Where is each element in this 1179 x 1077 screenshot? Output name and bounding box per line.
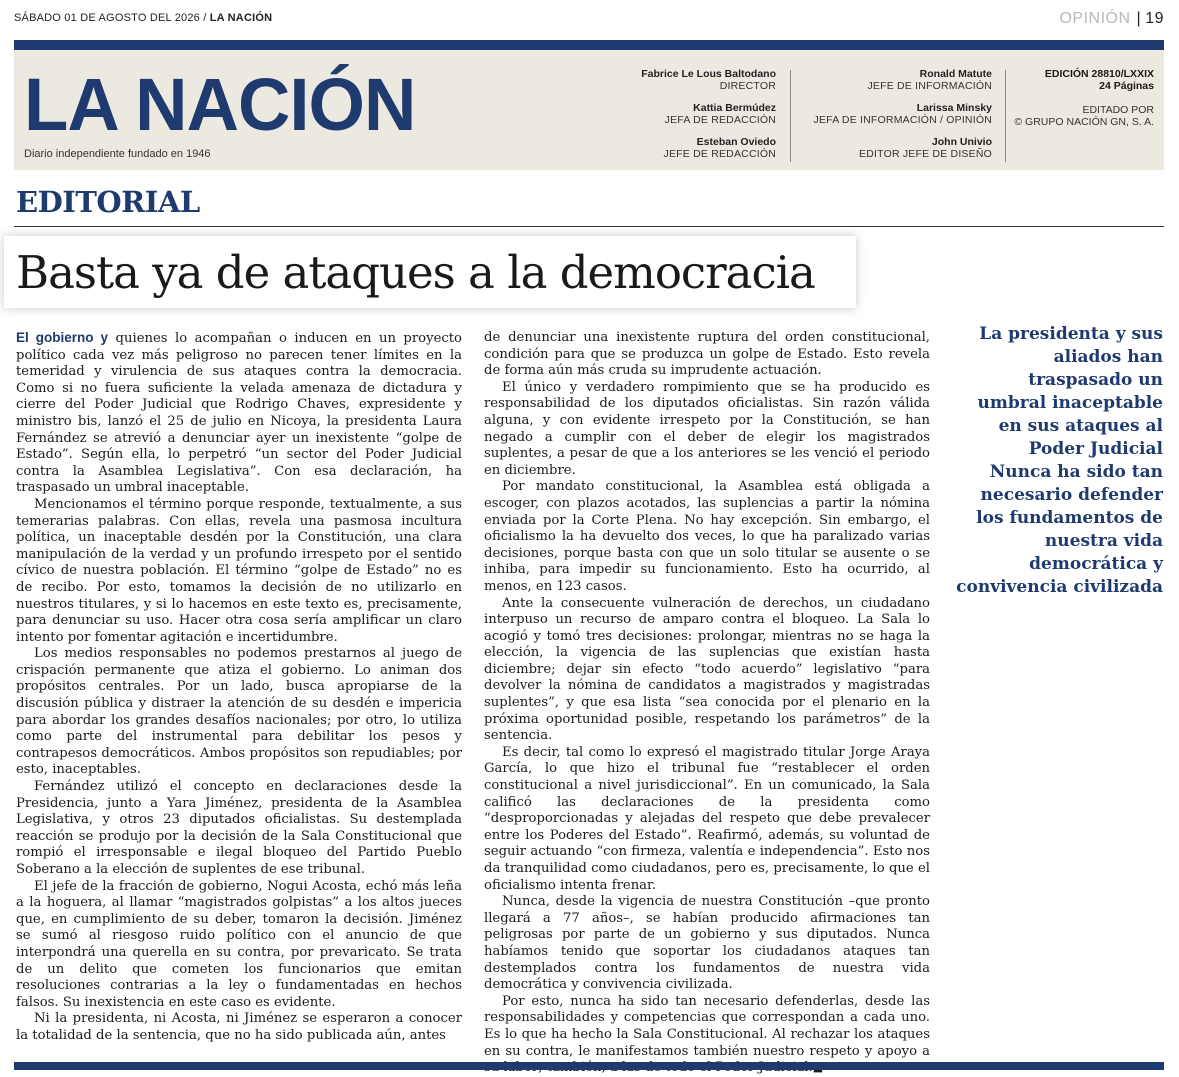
edited-by-label: EDITADO POR — [1082, 104, 1154, 116]
staff-name: Kattia Bermúdez — [693, 102, 776, 114]
paragraph: Mencionamos el término porque responde, textualmente, a sus temerarias palabras. Con ellas, revela una pasmosa incultura política, un inaceptable desdén por la Constitución, una clara manipulación de la verdad y un profundo irrespeto por el sentido cívico de nuestra población. El término “golpe de Estado” no es de recibo. Por esto, tomamos la decisión de no utilizarlo en nuestros titulares, y si lo hacemos en este texto es, precisamente, para denunciar su uso. Hacer otra cosa sería amplificar un claro intento por fomentar agitación e incertidumbre. — [16, 496, 462, 645]
article-column-1 — [16, 330, 462, 1045]
section-name: OPINIÓN — [1059, 10, 1131, 27]
date-text: SÁBADO 01 DE AGOSTO DEL 2026 / — [14, 12, 207, 24]
paragraph-text: Por esto, nunca ha sido tan necesario defenderlas, desde las responsabilidades y competencias que correspondan a cada uno. Es lo que ha hecho la Sala Constitucional. Al rechazar los ataques en su contra, le manifestamos también nuestro respeto y apoyo a — [484, 993, 930, 1059]
staff-column-2 — [804, 68, 992, 170]
section-separator: | — [1136, 10, 1142, 27]
bottom-rule — [14, 1062, 1164, 1070]
staff-role: DIRECTOR — [719, 80, 776, 92]
page-count: 24 Páginas — [1099, 80, 1154, 92]
paragraph — [16, 330, 462, 497]
page-number: 19 — [1145, 10, 1164, 27]
staff-name: Larissa Minsky — [916, 102, 992, 114]
kicker-rule — [14, 226, 1164, 227]
section-kicker: EDITORIAL — [16, 185, 200, 219]
staff-name: Esteban Oviedo — [696, 136, 776, 148]
section-label — [1059, 10, 1164, 28]
staff-role: JEFA DE INFORMACIÓN / OPINIÓN — [813, 114, 992, 126]
masthead — [14, 50, 1164, 170]
staff-entry — [804, 68, 992, 92]
paper-name: LA NACIÓN — [209, 12, 273, 24]
paragraph: El único y verdadero rompimiento que se ha producido es responsabilidad de los diputados oficialistas. Sin razón válida alguna, y con evidente irrespeto por la Constitución, se han negado a cumplir con el deber de elegir los magistrados suplentes, a pesar de que a los anteriores se les venció el periodo en diciembre. — [484, 379, 930, 478]
pull-quote: Nunca ha sido tan necesario defender los fundamentos de nuestra vida democrática y convivencia civilizada — [956, 462, 1163, 597]
paragraph: Ni la presidenta, ni Acosta, ni Jiménez se esperaron a conocer la totalidad de la sentencia, que no ha sido publicada aún, antes — [16, 1011, 462, 1043]
publisher-name: © GRUPO NACIÓN GN, S. A. — [1014, 116, 1154, 128]
staff-entry — [574, 68, 776, 92]
article-column-2 — [484, 330, 930, 1077]
lead-in: El gobierno y — [16, 330, 109, 345]
headline: Basta ya de ataques a la democracia — [16, 246, 815, 299]
paragraph: Por mandato constitucional, la Asamblea está obligada a escoger, con plazos acotados, las suplencias a partir la nómina enviada por la Corte Plena. No hay excepción. Sin embargo, el oficialismo la ha devuelto dos veces, lo que ha paralizado varias decisiones, porque basta con que un solo titular se ausente o se inhiba, para impedir su funcionamiento. Esto ha ocurrido, al menos, en 123 casos. — [484, 479, 930, 594]
masthead-divider — [790, 70, 791, 162]
staff-column-1 — [574, 68, 776, 170]
staff-name: Fabrice Le Lous Baltodano — [641, 68, 776, 80]
staff-role: JEFE DE REDACCIÓN — [663, 148, 776, 160]
paragraph: Ante la consecuente vulneración de derechos, un ciudadano interpuso un recurso de amparo contra el bloqueo. La Sala lo acogió y tomó tres decisiones: prolongar, mientras no se haga la elección, la vigencia de las suplencias que existían hasta diciembre; dejar sin efecto “todo acuerdo” legislativo “para devolver la nómina de candidatos a magistrados y magistradas suplentes”, y que esa lista “sea conocida por el plenario en la próxima oportunidad posible, respetando los parámetros” de la sentencia. — [484, 595, 930, 744]
edition-number: EDICIÓN 28810/LXXIX — [1044, 68, 1154, 80]
masthead-divider — [1005, 70, 1006, 162]
staff-entry — [804, 136, 992, 160]
paragraph: de denunciar una inexistente ruptura del orden constitucional, condición para que se produzca un golpe de Estado. Esto revela de forma aún más cruda su imprudente actuación. — [484, 330, 930, 379]
paragraph: Nunca, desde la vigencia de nuestra Constitución –que pronto llegará a 77 años–, se habían producido afirmaciones tan peligrosas por parte de un gobierno y sus diputados. Nunca habíamos tenido que soportar los ciudadanos ataques tan destemplados contra los fundamentos de nuestra vida democrática y convivencia civilizada. — [484, 894, 930, 993]
staff-name: Ronald Matute — [919, 68, 992, 80]
staff-name: John Univio — [931, 136, 992, 148]
paragraph: Es decir, tal como lo expresó el magistrado titular Jorge Araya García, lo que hizo el tribunal fue “restablecer el orden constitucional a nivel jurisdiccional”. En un comunicado, la Sala calificó las declaraciones de la presidenta como “desproporcionadas y alejadas del respeto que debe prevalecer entre los Poderes del Estado”. Reafirmó, además, su voluntad de seguir actuando “con firmeza, valentía e independencia”. Esto nos da tranquilidad como ciudadanos, pero es, precisamente, lo que el oficialismo intenta frenar. — [484, 744, 930, 893]
paragraph: Fernández utilizó el concepto en declaraciones desde la Presidencia, junto a Yara Jiménez, presidenta de la Asamblea Legislativa, y otros 23 diputados oficialistas. Su destemplada reacción se produjo por la decisión de la Sala Constitucional que rompió el irresponsable e ilegal bloqueo del Partido Pueblo Soberano a la elección de suplentes de ese tribunal. — [16, 779, 462, 877]
paragraph: Los medios responsables no podemos prestarnos al juego de crispación permanente que atiza el gobierno. Lo animan dos propósitos centrales. Por un lado, busca apropiarse de la discusión pública y distraer la atención de su desdén e impericia para abordar los grandes desafíos nacionales; por otro, lo utiliza como parte del instrumental para debilitar los pesos y contrapesos democráticos. Ambos propósitos son repudiables; por esto, inaceptables. — [16, 646, 462, 778]
newspaper-logo: LA NACIÓN — [24, 63, 416, 146]
issue-date — [14, 12, 272, 24]
staff-entry — [574, 136, 776, 160]
staff-entry — [804, 102, 992, 126]
paragraph: El jefe de la fracción de gobierno, Nogui Acosta, echó más leña a la hoguera, al llamar “magistrados golpistas” a los altos jueces que, en cumplimiento de su deber, tomaron la decisión. Jiménez se sumó al riesgoso ruido político con el anuncio de que interpondrá una querella en su contra, por prevaricato. Se trata de un delito que cometen los funcionarios que emitan resoluciones contrarias a la ley o fundamentadas en hechos falsos. Su inexistencia en este caso es evidente. — [16, 878, 462, 1010]
top-rule — [14, 40, 1164, 50]
top-bar — [14, 10, 1164, 30]
staff-entry — [574, 102, 776, 126]
publisher — [1014, 104, 1154, 128]
staff-role: JEFA DE REDACCIÓN — [664, 114, 776, 126]
paragraph-text: quienes lo acompañan o inducen en un proyecto político cada vez más peligroso no parecen tener límites en la temeridad y virulencia de sus ataques contra la democracia. Como si no fuera suficiente la velada amenaza de dictadura y cierre del Poder Judicial que Rodrigo Chaves, expresidente y ministro bis, lanzó el 25 de julio en Nicoya, la presidenta Laura Fernández se atrevió a denunciar ayer un inexistente “golpe de Estado”. Según ella, lo perpetró “un sector del Poder Judicial contra la Asamblea Legislativa”. Con esa declaración, ha traspasado un umbral inaceptable. — [16, 331, 462, 496]
edition-info — [1014, 68, 1154, 128]
staff-role: JEFE DE INFORMACIÓN — [867, 80, 992, 92]
tagline: Diario independiente fundado en 1946 — [24, 148, 211, 160]
pull-quote: La presidenta y sus aliados han traspasado un umbral inaceptable en sus ataques al Poder Judicial — [977, 324, 1163, 459]
staff-role: EDITOR JEFE DE DISEÑO — [859, 148, 992, 160]
